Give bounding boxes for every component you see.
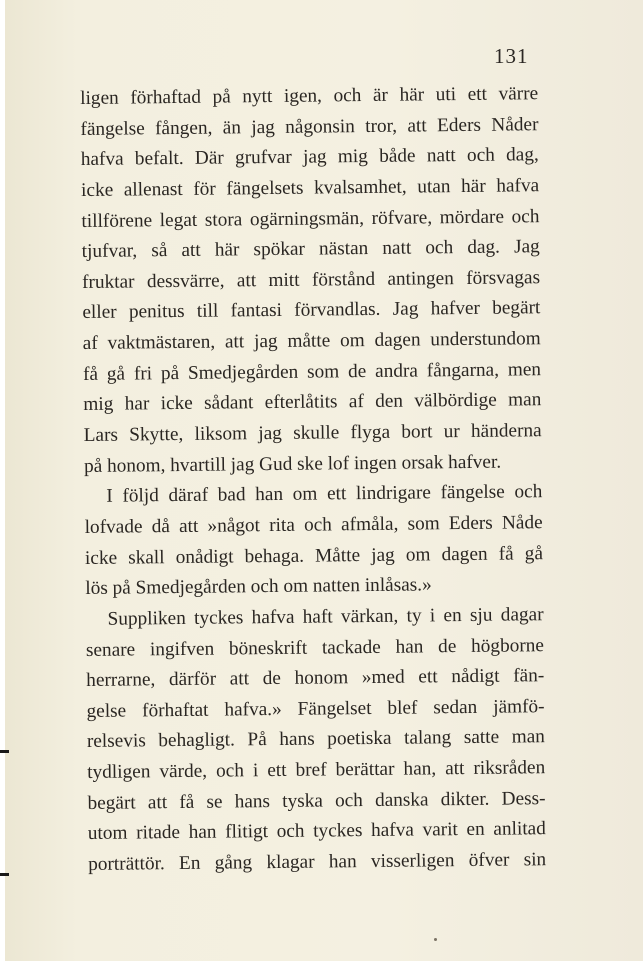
- text-line: få gå fri på Smedjegården som de andra fångarna, men: [82, 358, 542, 385]
- text-line: utom ritade han flitigt och tyckes hafva varit en anlitad: [87, 818, 546, 845]
- text-line: tydligen värde, och i ett bref berättar han, att riksråden: [87, 757, 546, 784]
- text-line: icke allenast för fängelsets kvalsamhet, utan här hafva: [81, 175, 540, 201]
- page-left-edge: [0, 0, 5, 961]
- scan-mark: [0, 873, 9, 876]
- text-line: Suppliken tyckes hafva haft värkan, ty i en sju dagar: [107, 604, 544, 630]
- text-line: tjufvar, så att här spökar nästan natt och dag. Jag: [81, 236, 540, 263]
- text-line: lös på Smedjegården och om natten inlåsas.»: [85, 574, 432, 600]
- text-line: porträttör. En gång klagar han visserligen öfver sin: [88, 849, 547, 875]
- body-text: [80, 79, 546, 880]
- text-line: begärt att få se hans tyska och danska dikter. Dess-: [87, 787, 546, 814]
- text-line: fängelse fången, än jag någonsin tror, att Eders Nåder: [80, 113, 539, 140]
- scan-mark: [0, 750, 9, 753]
- text-line: Lars Skytte, liksom jag skulle flyga bort ur händerna: [83, 420, 542, 447]
- text-line: herrarne, därför att de honom »med ett nådigt fän-: [86, 665, 545, 692]
- paper-speck: [434, 938, 437, 941]
- text-line: fruktar dessvärre, att mitt förstånd antingen försvagas: [81, 267, 541, 293]
- page-number: 131: [494, 44, 529, 68]
- text-line: af vaktmästaren, att jag måtte om dagen understundom: [82, 328, 541, 355]
- text-line: I följd däraf bad han om ett lindrigare fängelse och: [106, 481, 543, 508]
- text-line: eller penitus till fantasi förvandlas. Jag hafver begärt: [82, 297, 541, 324]
- text-line: på honom, hvartill jag Gud ske lof ingen orsak hafver.: [83, 451, 502, 477]
- text-line: tillförene legat stora ogärningsmän, röfvare, mördare och: [81, 205, 540, 232]
- text-line: lofvade då att »något rita och afmåla, som Eders Nåde: [84, 512, 543, 538]
- text-line: mig har icke sådant efterlåtits af den välbördige man: [83, 389, 542, 416]
- text-line: hafva befalt. Där grufvar jag mig både natt och dag,: [80, 144, 539, 171]
- text-line: gelse förhaftat hafva.» Fängelset blef sedan jämfö-: [86, 695, 545, 722]
- text-line: relsevis behagligt. På hans poetiska talang satte man: [86, 726, 545, 753]
- text-line: senare ingifven böneskrift tackade han de högborne: [85, 634, 545, 661]
- text-line: ligen förhaftad på nytt igen, och är här uti ett värre: [80, 83, 539, 109]
- text-line: icke skall onådigt behaga. Måtte jag om dagen få gå: [84, 542, 544, 569]
